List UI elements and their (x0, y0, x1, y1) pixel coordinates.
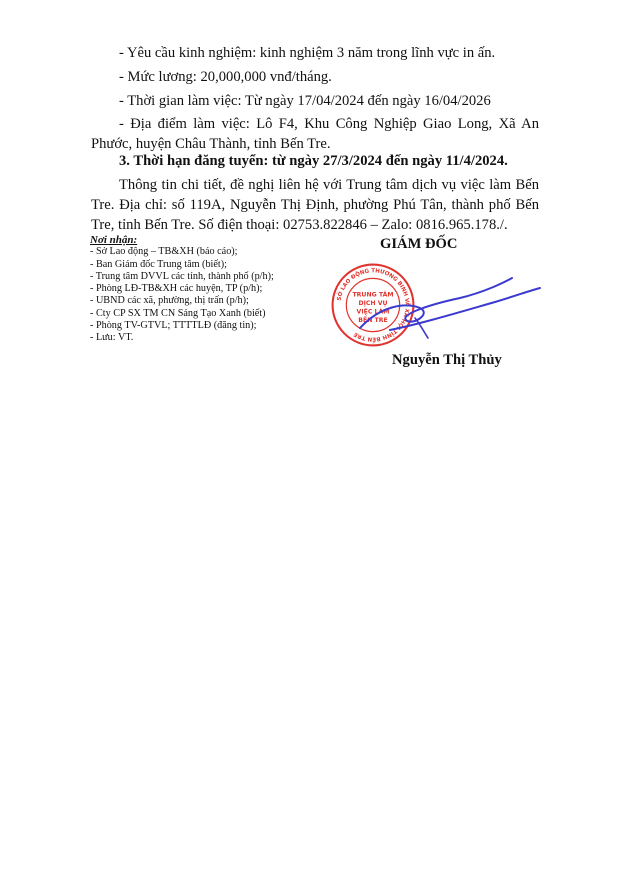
recipients-list (90, 246, 274, 344)
svg-text:DỊCH VỤ: DỊCH VỤ (358, 300, 388, 307)
recipients-title: Nơi nhận: (90, 234, 138, 246)
section-3-heading: 3. Thời hạn đăng tuyển: từ ngày 27/3/2024 đến ngày 11/4/2024. (119, 153, 508, 169)
recipient-item: - UBND các xã, phường, thị trấn (p/h); (90, 295, 249, 307)
recipient-item: - Sở Lao động – TB&XH (báo cáo); (90, 246, 238, 258)
recipient-item: - Lưu: VT. (90, 332, 134, 344)
recipients-block (90, 234, 274, 345)
requirement-experience: - Yêu cầu kinh nghiệm: kinh nghiệm 3 năm trong lĩnh vực in ấn. (119, 45, 496, 61)
recipient-item: - Phòng LĐ-TB&XH các huyện, TP (p/h); (90, 283, 263, 295)
svg-text:TRUNG TÂM: TRUNG TÂM (352, 291, 394, 299)
svg-text:SỞ LAO ĐỘNG THƯƠNG BINH VÀ XÃ: SỞ LAO ĐỘNG THƯƠNG BINH VÀ XÃ HỘI TỈNH BẾN TRE (336, 268, 410, 342)
working-period-line: - Thời gian làm việc: Từ ngày 17/04/2024 đến ngày 16/04/2026 (119, 93, 491, 109)
recipient-item: - Trung tâm DVVL các tỉnh, thành phố (p/h); (90, 270, 274, 282)
recipient-item: - Phòng TV-GTVL; TTTTLĐ (đăng tin); (90, 320, 257, 332)
recipient-item: - Cty CP SX TM CN Sáng Tạo Xanh (biết) (90, 307, 266, 319)
handwritten-signature (320, 268, 550, 348)
svg-text:BẾN TRE: BẾN TRE (358, 317, 388, 325)
signer-name: Nguyễn Thị Thủy (392, 352, 502, 368)
work-location-paragraph: - Địa điểm làm việc: Lô F4, Khu Công Nghiệp Giao Long, Xã An Phước, huyện Châu Thành, tỉnh Bến Tre. (91, 116, 539, 152)
contact-paragraph: Thông tin chi tiết, đề nghị liên hệ với Trung tâm dịch vụ việc làm Bến Tre. Địa chỉ: số 119A, Nguyễn Thị Định, phường Phú Tân, thành phố Bến Tre, tỉnh Bến Tre. Số điện thoại: 02753.822846 – Zalo: 0816.965.178./. (91, 177, 539, 233)
signer-title: GIÁM ĐỐC (380, 236, 458, 252)
salary-line: - Mức lương: 20,000,000 vnđ/tháng. (119, 69, 332, 85)
svg-text:VIỆC LÀM: VIỆC LÀM (356, 308, 390, 316)
recipient-item: - Ban Giám đốc Trung tâm (biết); (90, 258, 227, 270)
